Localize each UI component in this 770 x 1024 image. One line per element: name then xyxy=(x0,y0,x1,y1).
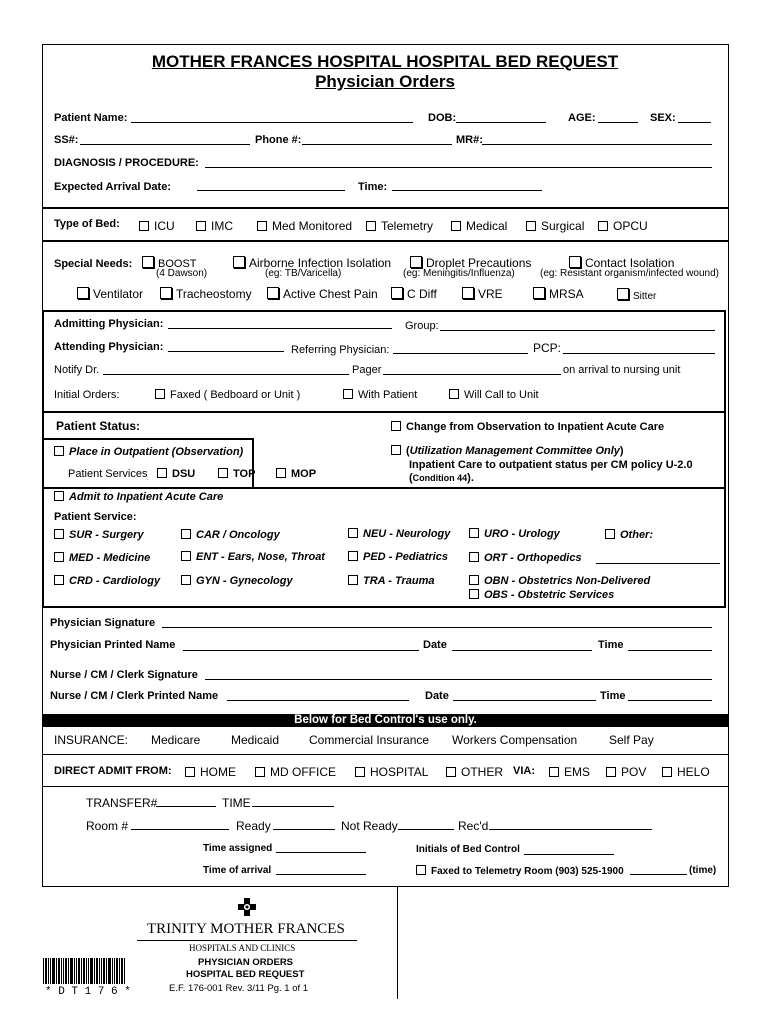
outpatient-box-top xyxy=(42,438,254,440)
um-committee-checkbox[interactable]: (Utilization Management Committee Only) xyxy=(391,445,624,457)
neu-checkbox[interactable]: NEU - Neurology xyxy=(348,528,450,540)
diagnosis-label: DIAGNOSIS / PROCEDURE: xyxy=(54,157,199,169)
patient-name-field[interactable] xyxy=(131,122,413,123)
bed-imc-checkbox[interactable]: IMC xyxy=(196,219,233,233)
time-arrival-label: Time of arrival xyxy=(203,865,272,876)
arrival-time-label: Time: xyxy=(358,181,388,193)
mr-field[interactable] xyxy=(482,144,712,145)
diagnosis-field[interactable] xyxy=(205,167,712,168)
transfer-time-label: TIME xyxy=(222,796,251,810)
sur-checkbox[interactable]: SUR - Surgery xyxy=(54,529,144,541)
condition-note: (Condition 44). xyxy=(409,472,474,484)
form-title: MOTHER FRANCES HOSPITAL HOSPITAL BED REQUEST xyxy=(151,52,619,71)
form-subtitle: Physician Orders xyxy=(315,72,455,91)
airborne-checkbox[interactable]: Airborne Infection Isolation xyxy=(233,256,391,270)
change-obs-checkbox[interactable]: Change from Observation to Inpatient Acute Care xyxy=(391,421,664,433)
physician-time-label: Time xyxy=(598,639,624,651)
notify-label: Notify Dr. xyxy=(54,364,100,376)
divider xyxy=(42,411,726,413)
mr-label: MR#: xyxy=(456,134,483,146)
bed-medical-checkbox[interactable]: Medical xyxy=(451,219,507,233)
physician-date-field[interactable] xyxy=(452,650,592,651)
time-paren-label: (time) xyxy=(689,865,717,876)
pager-label: Pager xyxy=(352,364,382,376)
car-checkbox[interactable]: CAR / Oncology xyxy=(181,529,280,541)
age-label: AGE: xyxy=(568,112,596,124)
tra-checkbox[interactable]: TRA - Trauma xyxy=(348,575,435,587)
not-ready-label: Not Ready xyxy=(341,819,398,833)
dob-field[interactable] xyxy=(456,122,546,123)
droplet-checkbox[interactable]: Droplet Precautions xyxy=(410,256,531,270)
other-field[interactable] xyxy=(596,563,720,564)
obs-checkbox[interactable]: OBS - Obstetric Services xyxy=(469,589,614,601)
obn-checkbox[interactable]: OBN - Obstetrics Non-Delivered xyxy=(469,575,650,587)
ready-label: Ready xyxy=(236,819,271,833)
outpatient-box-bottom xyxy=(42,487,726,489)
brand-name: TRINITY MOTHER FRANCES xyxy=(147,921,345,937)
via-label: VIA: xyxy=(513,765,535,777)
physician-printed-field[interactable] xyxy=(183,650,419,651)
admit-inpatient-checkbox[interactable]: Admit to Inpatient Acute Care xyxy=(54,491,223,503)
group-field[interactable] xyxy=(440,330,715,331)
dsu-checkbox[interactable]: DSU xyxy=(157,468,195,480)
initial-orders-label: Initial Orders: xyxy=(54,389,120,401)
uro-checkbox[interactable]: URO - Urology xyxy=(469,528,560,540)
insurance-commercial[interactable]: Commercial Insurance xyxy=(309,733,430,747)
time-arrival-field[interactable] xyxy=(276,874,366,875)
bed-icu-checkbox[interactable]: ICU xyxy=(139,219,175,233)
divider xyxy=(42,786,729,787)
tracheostomy-checkbox[interactable]: Tracheostomy xyxy=(160,287,252,301)
med-checkbox[interactable]: MED - Medicine xyxy=(54,552,150,564)
nurse-date-label: Date xyxy=(425,690,449,702)
barcode-text: * D T 1 7 6 * xyxy=(45,986,131,998)
droplet-sub: (eg: Meningitis/Influenza) xyxy=(403,268,515,279)
nurse-printed-label: Nurse / CM / Clerk Printed Name xyxy=(50,690,219,702)
recd-label: Rec'd xyxy=(458,819,489,833)
insurance-medicaid[interactable]: Medicaid xyxy=(231,733,280,747)
not-ready-field[interactable] xyxy=(398,829,454,830)
outpatient-box-side xyxy=(252,438,254,488)
bed-med-monitored-checkbox[interactable]: Med Monitored xyxy=(257,219,352,233)
ss-label: SS#: xyxy=(54,134,79,146)
pager-field[interactable] xyxy=(383,374,561,375)
attending-physician-field[interactable] xyxy=(168,351,284,352)
nurse-signature-field[interactable] xyxy=(205,679,712,680)
time-assigned-field[interactable] xyxy=(276,852,366,853)
airborne-sub: (eg: TB/Varicella) xyxy=(265,268,342,279)
doc-title-2: HOSPITAL BED REQUEST xyxy=(186,969,305,980)
inpatient-to-outpatient: Inpatient Care to outpatient status per CM policy U-2.0 xyxy=(409,459,693,471)
other-checkbox[interactable]: Other: xyxy=(605,529,653,541)
initials-label: Initials of Bed Control xyxy=(416,844,520,855)
bed-opcu-checkbox[interactable]: OPCU xyxy=(598,219,648,233)
admit-hospital-checkbox[interactable]: HOSPITAL xyxy=(355,765,428,779)
via-pov-checkbox[interactable]: POV xyxy=(606,765,646,779)
divider xyxy=(42,240,729,242)
admit-md-office-checkbox[interactable]: MD OFFICE xyxy=(255,765,336,779)
divider xyxy=(42,754,729,755)
insurance-medicare[interactable]: Medicare xyxy=(151,733,201,747)
sitter-checkbox[interactable]: Sitter xyxy=(617,288,656,302)
on-arrival-label: on arrival to nursing unit xyxy=(563,364,681,376)
arrival-time-field[interactable] xyxy=(392,190,542,191)
group-label: Group: xyxy=(405,320,439,332)
with-patient-checkbox[interactable]: With Patient xyxy=(343,389,417,401)
admitting-physician-field[interactable] xyxy=(168,328,392,329)
patient-status-label: Patient Status: xyxy=(56,419,141,433)
crd-checkbox[interactable]: CRD - Cardiology xyxy=(54,575,160,587)
phone-label: Phone #: xyxy=(255,134,302,146)
physician-time-field[interactable] xyxy=(628,650,712,651)
nurse-time-field[interactable] xyxy=(628,700,712,701)
boost-checkbox[interactable]: BOOST xyxy=(142,256,197,270)
bed-telemetry-checkbox[interactable]: Telemetry xyxy=(366,219,433,233)
ss-field[interactable] xyxy=(80,144,250,145)
insurance-workers-comp[interactable]: Workers Compensation xyxy=(452,733,578,747)
sex-label: SEX: xyxy=(650,112,676,124)
pcp-field[interactable] xyxy=(563,353,715,354)
patient-services-label: Patient Services xyxy=(68,468,148,480)
insurance-self-pay[interactable]: Self Pay xyxy=(609,733,654,747)
arrival-date-label: Expected Arrival Date: xyxy=(54,181,171,193)
room-field[interactable] xyxy=(131,829,229,830)
gyn-checkbox[interactable]: GYN - Gynecology xyxy=(181,575,293,587)
divider xyxy=(42,207,729,209)
place-outpatient-checkbox[interactable]: Place in Outpatient (Observation) xyxy=(54,446,243,458)
dob-label: DOB: xyxy=(428,112,457,124)
physician-printed-label: Physician Printed Name xyxy=(50,639,176,651)
nurse-date-field[interactable] xyxy=(453,700,596,701)
sex-field[interactable] xyxy=(678,122,711,123)
vre-checkbox[interactable]: VRE xyxy=(462,287,503,301)
ventilator-checkbox[interactable]: Ventilator xyxy=(77,287,143,301)
via-helo-checkbox[interactable]: HELO xyxy=(662,765,710,779)
ped-checkbox[interactable]: PED - Pediatrics xyxy=(348,551,448,563)
boost-sub: (4 Dawson) xyxy=(156,268,208,279)
ort-checkbox[interactable]: ORT - Orthopedics xyxy=(469,552,582,564)
cdiff-checkbox[interactable]: C Diff xyxy=(391,287,437,301)
transfer-field[interactable] xyxy=(156,806,216,807)
brand-rule xyxy=(137,940,357,941)
chest-pain-checkbox[interactable]: Active Chest Pain xyxy=(267,287,378,301)
referring-physician-label: Referring Physician: xyxy=(291,344,390,356)
recd-field[interactable] xyxy=(489,829,652,830)
bed-control-banner: Below for Bed Control's use only. xyxy=(42,714,729,727)
bed-surgical-checkbox[interactable]: Surgical xyxy=(526,219,584,233)
ready-field[interactable] xyxy=(273,829,335,830)
faxed-telemetry-checkbox[interactable]: Faxed to Telemetry Room (903) 525-1900 xyxy=(416,865,624,877)
pcp-label: PCP: xyxy=(533,341,562,355)
mrsa-checkbox[interactable]: MRSA xyxy=(533,287,584,301)
barcode xyxy=(43,958,126,984)
time-assigned-label: Time assigned xyxy=(203,843,273,854)
doc-title-1: PHYSICIAN ORDERS xyxy=(198,957,294,968)
nurse-printed-field[interactable] xyxy=(227,700,409,701)
age-field[interactable] xyxy=(598,122,638,123)
arrival-date-field[interactable] xyxy=(197,190,345,191)
physician-signature-label: Physician Signature xyxy=(50,617,156,629)
attending-physician-label: Attending Physician: xyxy=(54,341,164,353)
telemetry-time-field[interactable] xyxy=(630,874,687,875)
will-call-checkbox[interactable]: Will Call to Unit xyxy=(449,389,539,401)
patient-name-label: Patient Name: xyxy=(54,112,128,124)
bed-type-label: Type of Bed: xyxy=(54,218,120,230)
contact-sub: (eg: Resistant organism/infected wound) xyxy=(540,268,719,279)
admit-home-checkbox[interactable]: HOME xyxy=(185,765,236,779)
initials-field[interactable] xyxy=(524,854,614,855)
notify-field[interactable] xyxy=(103,374,349,375)
admitting-physician-label: Admitting Physician: xyxy=(54,318,164,330)
faxed-checkbox[interactable]: Faxed ( Bedboard or Unit ) xyxy=(155,389,300,401)
transfer-label: TRANSFER# xyxy=(86,796,158,810)
insurance-label: INSURANCE: xyxy=(54,733,129,747)
nurse-signature-label: Nurse / CM / Clerk Signature xyxy=(50,669,198,681)
cross-logo-icon xyxy=(238,898,256,916)
phone-field[interactable] xyxy=(302,144,452,145)
transfer-time-field[interactable] xyxy=(252,806,334,807)
admit-other-checkbox[interactable]: OTHER xyxy=(446,765,503,779)
physician-signature-field[interactable] xyxy=(162,627,712,628)
room-label: Room # xyxy=(86,819,129,833)
top-checkbox[interactable]: TOP xyxy=(218,468,255,480)
direct-admit-label: DIRECT ADMIT FROM: xyxy=(54,765,172,777)
nurse-time-label: Time xyxy=(600,690,626,702)
mop-checkbox[interactable]: MOP xyxy=(276,468,316,480)
via-ems-checkbox[interactable]: EMS xyxy=(549,765,590,779)
patient-service-label: Patient Service: xyxy=(54,511,137,523)
referring-physician-field[interactable] xyxy=(393,353,528,354)
contact-checkbox[interactable]: Contact Isolation xyxy=(569,256,674,270)
special-needs-label: Special Needs: xyxy=(54,258,133,270)
footer-vertical-line xyxy=(397,886,398,999)
ent-checkbox[interactable]: ENT - Ears, Nose, Throat xyxy=(181,551,325,563)
form-number: E.F. 176-001 Rev. 3/11 Pg. 1 of 1 xyxy=(169,983,309,994)
brand-sub: HOSPITALS AND CLINICS xyxy=(189,943,296,953)
physician-date-label: Date xyxy=(423,639,447,651)
